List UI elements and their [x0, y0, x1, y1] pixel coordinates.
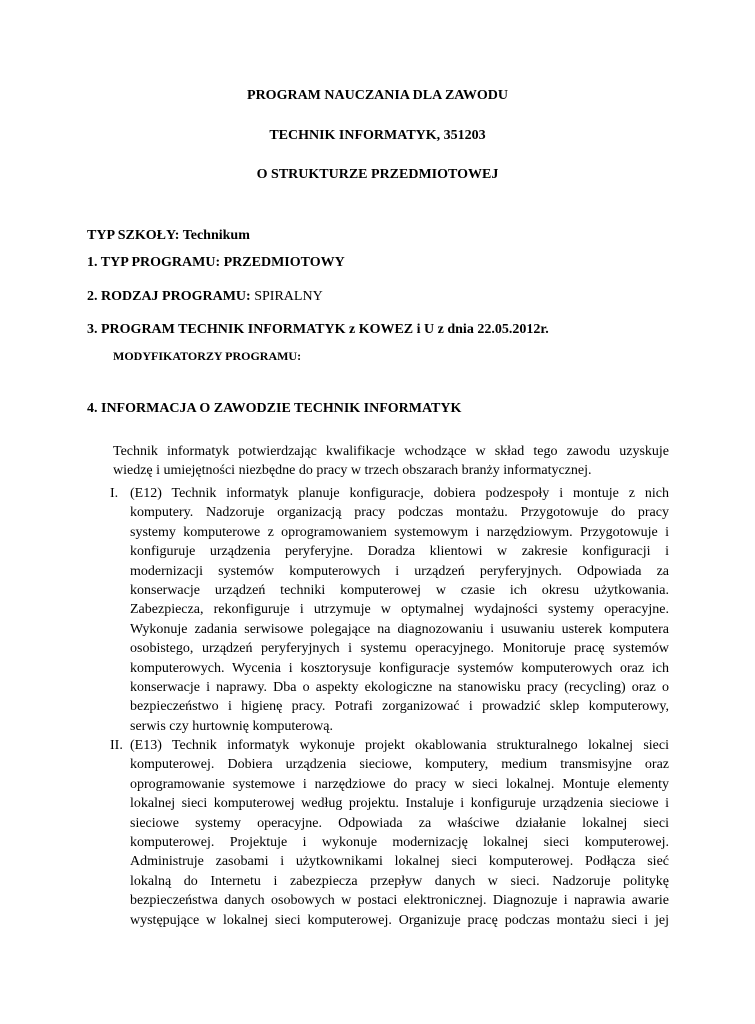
- list-item-line: Wykonuje zadania serwisowe polegające na diagnozowaniu i usuwaniu usterek komputera: [130, 621, 669, 637]
- list-item-line: sieciowe systemy operacyjne. Odpowiada za właściwe działanie lokalnej sieci: [130, 815, 669, 831]
- list-item-line: lokalną do Internetu i zabezpiecza przepływ danych w sieci. Nadzoruje politykę: [130, 873, 669, 889]
- list-item-line: bezpieczeństwo i higienę pracy. Potrafi zorganizować i prowadzić sklep komputerowy,: [130, 699, 669, 715]
- list-item-line: osobistego, urządzeń peryferyjnych i systemu operacyjnego. Monitoruje pracę systemów: [130, 641, 669, 657]
- list-item-line: Administruje zasobami i użytkownikami lokalnej sieci komputerowej. Podłącza sieć: [130, 854, 669, 870]
- list-item-line: komputerowej. Projektuje i wykonuje modernizację lokalnej sieci komputerowej.: [130, 835, 669, 851]
- list-item-line: konserwacje i naprawy. Dba o aspekty ekologiczne na stanowisku pracy (recycling) oraz o: [130, 680, 669, 696]
- list-item-line: (E12) Technik informatyk planuje konfiguracje, dobiera podzespoły i montuje z nich: [130, 486, 669, 501]
- document-title-line-3: O STRUKTURZE PRZEDMIOTOWEJ: [256, 167, 499, 182]
- list-item-line: konfiguruje urządzenia peryferyjne. Doradza klientowi w zakresie konfiguracji i: [130, 544, 669, 560]
- document-title-line-2: TECHNIK INFORMATYK, 351203: [269, 128, 486, 143]
- list-item-number: I.: [110, 486, 119, 501]
- list-item-line: występujące w lokalnej sieci komputerowej. Organizuje pracę podczas montażu sieci i jej: [130, 912, 669, 928]
- section-4-heading: 4. INFORMACJA O ZAWODZIE TECHNIK INFORMATYK: [87, 401, 462, 416]
- intro-line: wiedzę i umiejętności niezbędne do pracy w trzech obszarach branży informatycznej.: [113, 463, 592, 479]
- intro-paragraph: [113, 442, 669, 481]
- program-kind-value: SPIRALNY: [250, 289, 323, 304]
- list-item-text: [130, 736, 669, 930]
- list-item-line: modernizacji systemów komputerowych i urządzeń peryferyjnych. Odpowiada za: [130, 563, 669, 579]
- list-item-line: konserwacje urządzeń techniki komputerowej w czasie ich okresu użytkowania.: [130, 583, 669, 599]
- program-source-heading: 3. PROGRAM TECHNIK INFORMATYK z KOWEZ i U z dnia 22.05.2012r.: [87, 322, 549, 337]
- list-item-line: lokalnej sieci komputerowej według projektu. Instaluje i konfiguruje urządzenia sieciowe i: [130, 796, 669, 812]
- program-type-heading: 1. TYP PROGRAMU: PRZEDMIOTOWY: [87, 255, 345, 270]
- list-item-line: (E13) Technik informatyk wykonuje projekt okablowania strukturalnego lokalnej sieci: [130, 738, 669, 753]
- list-item-text: [130, 484, 669, 736]
- list-item-line: systemy komputerowe z oprogramowaniem systemowym i narzędziowym. Przygotowuje i: [130, 524, 669, 540]
- list-item-line: komputerowych. Wycenia i kosztorysuje konfiguracje systemów komputerowych oraz ich: [130, 660, 669, 676]
- intro-line: Technik informatyk potwierdzając kwalifikacje wchodzące w skład tego zawodu uzyskuje: [113, 444, 669, 459]
- school-type-heading: TYP SZKOŁY: Technikum: [87, 228, 250, 243]
- list-item-line: Zabezpiecza, rekonfiguruje i utrzymuje w optymalnej wydajności systemy operacyjne.: [130, 602, 669, 618]
- list-item-line: komputerowej. Dobiera urządzenia sieciowe, komputery, medium transmisyjne oraz: [130, 757, 669, 773]
- list-item-line: bezpieczeństwa danych osobowych w postaci elektronicznej. Diagnozuje i naprawia awarie: [130, 893, 669, 909]
- document-title-line-1: PROGRAM NAUCZANIA DLA ZAWODU: [247, 88, 508, 103]
- list-item-line: oprogramowanie systemowe i narzędziowe do pracy w sieci lokalnej. Montuje elementy: [130, 776, 669, 792]
- list-item-line: komputery. Nadzoruje organizacją pracy podczas montażu. Przygotowuje do pracy: [130, 505, 669, 521]
- modifiers-heading: MODYFIKATORZY PROGRAMU:: [113, 349, 302, 363]
- program-kind-label: 2. RODZAJ PROGRAMU:: [87, 289, 251, 304]
- list-item-number: II.: [110, 738, 123, 753]
- program-kind-heading: [87, 288, 323, 306]
- list-item-line: serwis czy hurtownię komputerową.: [130, 718, 333, 734]
